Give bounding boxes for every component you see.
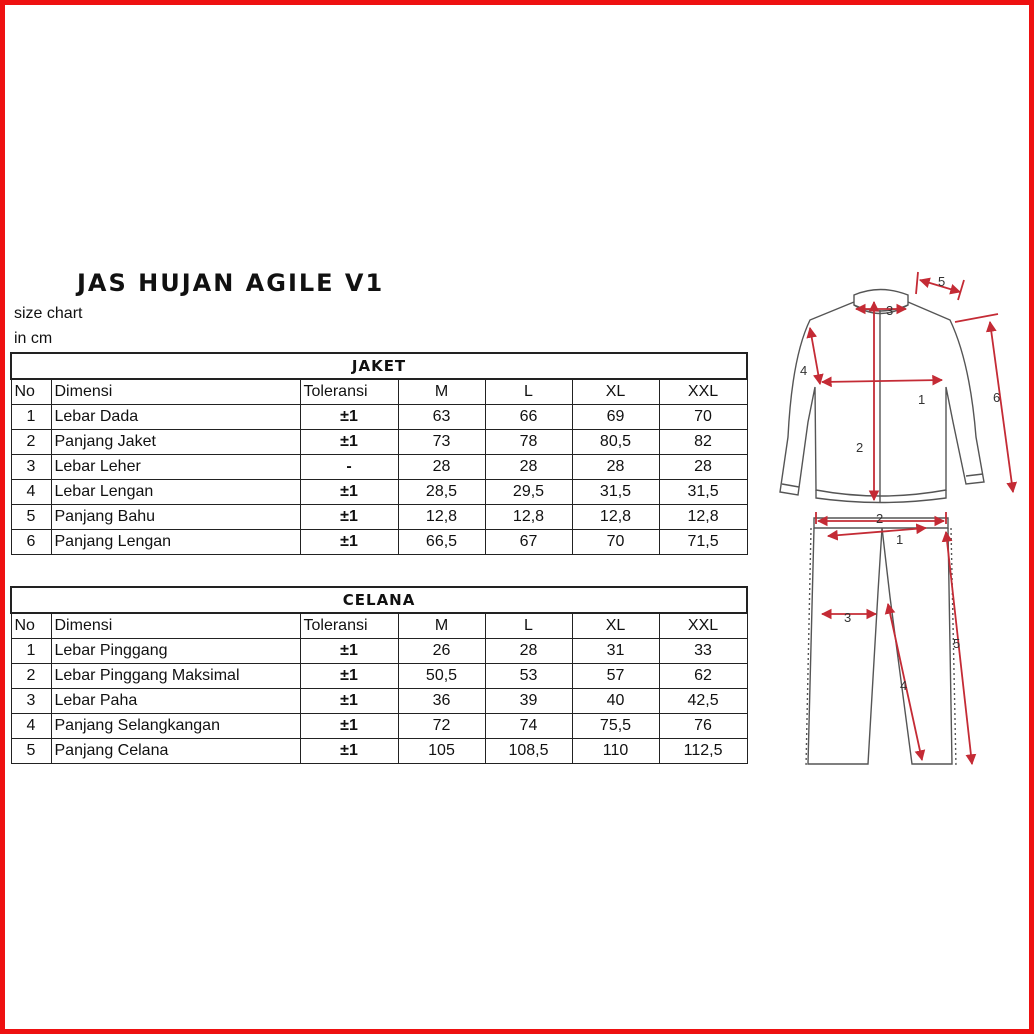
cell-toleransi: - <box>300 455 398 480</box>
col-m: M <box>398 613 485 639</box>
celana-row <box>11 714 747 739</box>
cell-xl: 40 <box>572 689 659 714</box>
jacket-label-2: 2 <box>856 440 864 455</box>
col-dimensi: Dimensi <box>51 613 300 639</box>
col-no: No <box>11 379 51 405</box>
cell-l: 66 <box>485 405 572 430</box>
cell-dimensi: Panjang Celana <box>51 739 300 764</box>
jacket-label-5: 5 <box>938 274 946 289</box>
cell-toleransi: ±1 <box>300 480 398 505</box>
cell-xl: 69 <box>572 405 659 430</box>
cell-toleransi: ±1 <box>300 530 398 555</box>
jaket-row <box>11 480 747 505</box>
cell-dimensi: Lebar Leher <box>51 455 300 480</box>
cell-dimensi: Panjang Jaket <box>51 430 300 455</box>
cell-xl: 31,5 <box>572 480 659 505</box>
cell-m: 36 <box>398 689 485 714</box>
jaket-row <box>11 455 747 480</box>
col-xxl: XXL <box>659 613 747 639</box>
cell-toleransi: ±1 <box>300 714 398 739</box>
pants-label-5: 5 <box>953 636 961 651</box>
pants-label-3: 3 <box>844 610 852 625</box>
jaket-size-table <box>10 352 748 555</box>
subtitle-size-chart: size chart <box>14 305 83 322</box>
cell-m: 72 <box>398 714 485 739</box>
cell-toleransi: ±1 <box>300 639 398 664</box>
col-xl: XL <box>572 613 659 639</box>
cell-m: 26 <box>398 639 485 664</box>
cell-l: 78 <box>485 430 572 455</box>
cell-l: 67 <box>485 530 572 555</box>
cell-xl: 31 <box>572 639 659 664</box>
cell-m: 28 <box>398 455 485 480</box>
celana-row <box>11 689 747 714</box>
jaket-heading: JAKET <box>11 353 747 379</box>
cell-l: 29,5 <box>485 480 572 505</box>
cell-xxl: 12,8 <box>659 505 747 530</box>
cell-xl: 12,8 <box>572 505 659 530</box>
cell-m: 50,5 <box>398 664 485 689</box>
cell-no: 3 <box>11 689 51 714</box>
cell-xl: 70 <box>572 530 659 555</box>
celana-row <box>11 664 747 689</box>
jaket-row <box>11 530 747 555</box>
cell-dimensi: Panjang Lengan <box>51 530 300 555</box>
cell-xxl: 112,5 <box>659 739 747 764</box>
cell-toleransi: ±1 <box>300 430 398 455</box>
cell-xxl: 71,5 <box>659 530 747 555</box>
jacket-label-4: 4 <box>800 363 808 378</box>
cell-m: 66,5 <box>398 530 485 555</box>
cell-xxl: 33 <box>659 639 747 664</box>
cell-l: 28 <box>485 639 572 664</box>
jacket-measurements <box>810 272 1013 500</box>
cell-l: 53 <box>485 664 572 689</box>
col-no: No <box>11 613 51 639</box>
cell-xxl: 31,5 <box>659 480 747 505</box>
cell-l: 108,5 <box>485 739 572 764</box>
cell-xl: 28 <box>572 455 659 480</box>
cell-no: 6 <box>11 530 51 555</box>
cell-l: 28 <box>485 455 572 480</box>
cell-no: 4 <box>11 714 51 739</box>
celana-heading: CELANA <box>11 587 747 613</box>
cell-xl: 80,5 <box>572 430 659 455</box>
col-l: L <box>485 613 572 639</box>
pants-label-1: 1 <box>896 532 904 547</box>
cell-toleransi: ±1 <box>300 664 398 689</box>
cell-toleransi: ±1 <box>300 739 398 764</box>
cell-m: 105 <box>398 739 485 764</box>
cell-xl: 75,5 <box>572 714 659 739</box>
cell-dimensi: Panjang Bahu <box>51 505 300 530</box>
jaket-row <box>11 430 747 455</box>
cell-dimensi: Lebar Pinggang Maksimal <box>51 664 300 689</box>
celana-row <box>11 639 747 664</box>
cell-xxl: 70 <box>659 405 747 430</box>
cell-xxl: 28 <box>659 455 747 480</box>
page-title: JAS HUJAN AGILE V1 <box>77 269 385 297</box>
cell-m: 12,8 <box>398 505 485 530</box>
cell-no: 1 <box>11 405 51 430</box>
cell-xl: 110 <box>572 739 659 764</box>
pants-outline <box>806 518 956 767</box>
cell-m: 73 <box>398 430 485 455</box>
col-toleransi: Toleransi <box>300 379 398 405</box>
measurement-diagram <box>770 262 1020 782</box>
cell-dimensi: Lebar Paha <box>51 689 300 714</box>
jacket-measure-labels <box>800 274 1000 455</box>
cell-m: 28,5 <box>398 480 485 505</box>
cell-toleransi: ±1 <box>300 689 398 714</box>
cell-l: 74 <box>485 714 572 739</box>
cell-xxl: 62 <box>659 664 747 689</box>
jacket-outline <box>780 290 984 503</box>
celana-header-row <box>11 613 747 639</box>
jaket-header-row <box>11 379 747 405</box>
col-xxl: XXL <box>659 379 747 405</box>
jacket-label-6: 6 <box>993 390 1001 405</box>
cell-toleransi: ±1 <box>300 405 398 430</box>
celana-row <box>11 739 747 764</box>
col-toleransi: Toleransi <box>300 613 398 639</box>
cell-xxl: 76 <box>659 714 747 739</box>
cell-l: 39 <box>485 689 572 714</box>
col-m: M <box>398 379 485 405</box>
cell-xxl: 42,5 <box>659 689 747 714</box>
cell-xl: 57 <box>572 664 659 689</box>
cell-dimensi: Lebar Dada <box>51 405 300 430</box>
cell-toleransi: ±1 <box>300 505 398 530</box>
pants-label-2: 2 <box>876 511 884 526</box>
jaket-row <box>11 405 747 430</box>
cell-no: 2 <box>11 430 51 455</box>
cell-dimensi: Panjang Selangkangan <box>51 714 300 739</box>
cell-no: 2 <box>11 664 51 689</box>
jacket-label-1: 1 <box>918 392 926 407</box>
cell-no: 5 <box>11 505 51 530</box>
col-xl: XL <box>572 379 659 405</box>
col-l: L <box>485 379 572 405</box>
jaket-row <box>11 505 747 530</box>
cell-dimensi: Lebar Pinggang <box>51 639 300 664</box>
jacket-label-3: 3 <box>886 303 894 318</box>
cell-l: 12,8 <box>485 505 572 530</box>
col-dimensi: Dimensi <box>51 379 300 405</box>
cell-no: 1 <box>11 639 51 664</box>
cell-xxl: 82 <box>659 430 747 455</box>
cell-no: 3 <box>11 455 51 480</box>
subtitle-unit: in cm <box>14 330 53 347</box>
pants-label-4: 4 <box>900 678 908 693</box>
cell-m: 63 <box>398 405 485 430</box>
pants-measurements <box>816 512 972 764</box>
cell-dimensi: Lebar Lengan <box>51 480 300 505</box>
cell-no: 5 <box>11 739 51 764</box>
cell-no: 4 <box>11 480 51 505</box>
celana-size-table <box>10 586 748 764</box>
